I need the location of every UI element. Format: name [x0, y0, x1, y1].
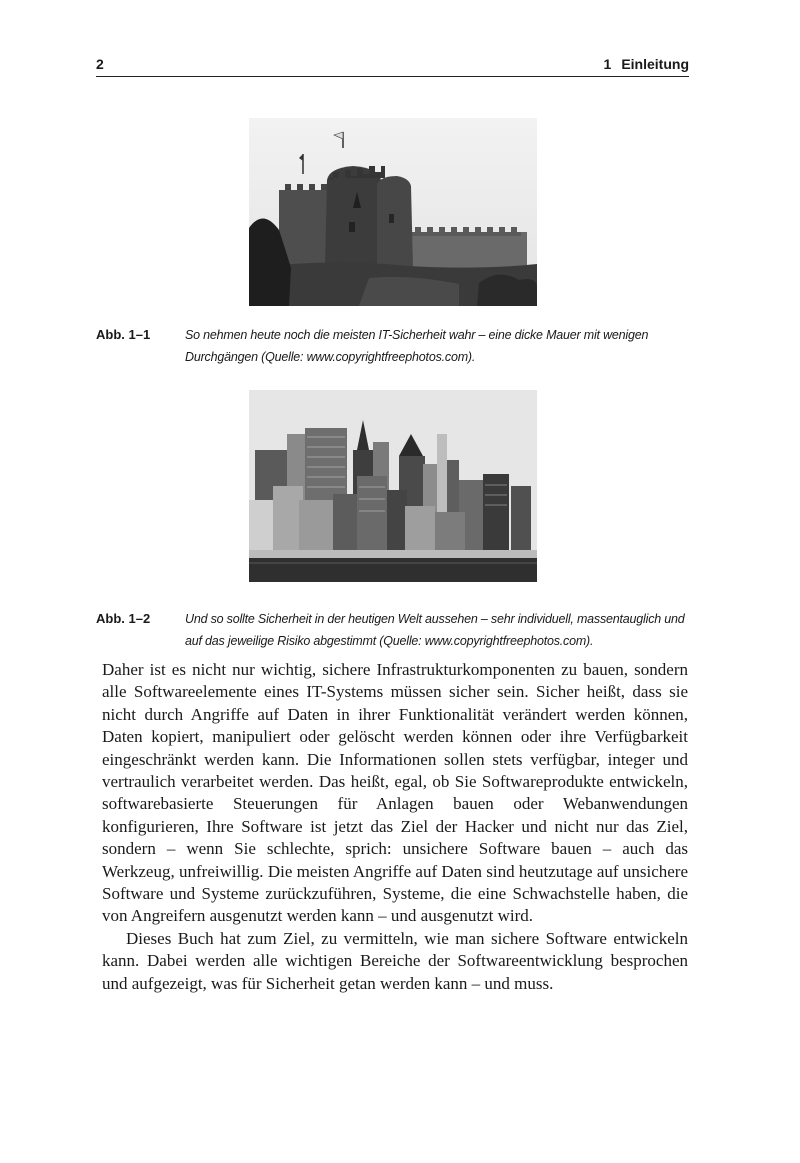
paragraph: Daher ist es nicht nur wichtig, sichere Infrastrukturkomponenten zu bauen, sondern alle Softwareelemente eines IT-Systems müssen sicher sein. Sicher heißt, dass sie nicht durch Angriffe auf Daten in ihrer Funktionalität verändert werden können, Daten kopiert, manipuliert oder gelöscht werden können oder ihre Verfügbarkeit eingeschränkt werden kann. Die Informationen sollen stets verfügbar, integer und vertraulich verarbeitet werden. Das heißt, egal, ob Sie Softwareprodukte entwickeln, softwarebasierte Steuerungen für Anlagen bauen oder Webanwendungen konfigurieren, Ihre Software ist jetzt das Ziel der Hacker und nicht nur das Ziel, sondern – wenn Sie schlechte, sprich: unsichere Software bauen – auch das Werkzeug, unfreiwillig. Die meisten Angriffe auf Daten sind heutzutage auf unsichere Software und Systeme zurückzuführen, Systeme, die eine Schwachstelle haben, die von Angreifern ausgenutzt werden kann – und ausgenutzt wird.: [102, 660, 688, 926]
body-text: [102, 659, 688, 995]
header-rule: [96, 76, 689, 77]
page-number: 2: [96, 56, 104, 72]
figure-label: Abb. 1–2: [96, 611, 151, 626]
figure-caption-text: Und so sollte Sicherheit in der heutigen Welt aussehen – sehr individuell, massentauglich und auf das jeweilige Risiko abgestimmt (Quelle: www.copyrightfreephotos.com).: [185, 612, 685, 648]
running-header: [96, 56, 689, 76]
skyline-illustration: [249, 390, 537, 582]
paragraph: Dieses Buch hat zum Ziel, zu vermitteln, wie man sichere Software entwickeln kann. Dabei werden alle wichtigen Bereiche der Softwareentwicklung besprochen und aufgezeigt, was für Sicherheit getan werden kann – und muss.: [102, 928, 688, 993]
figure-label: Abb. 1–1: [96, 327, 151, 342]
chapter-heading: [604, 56, 689, 72]
castle-illustration: [249, 118, 537, 306]
castle-photo: [249, 118, 537, 306]
figure-caption-text: So nehmen heute noch die meisten IT-Sicherheit wahr – eine dicke Mauer mit wenigen Durchgängen (Quelle: www.copyrightfreephotos.com).: [185, 328, 649, 364]
chapter-title: Einleitung: [621, 56, 689, 72]
skyline-photo: [249, 390, 537, 582]
chapter-number: 1: [603, 56, 612, 72]
